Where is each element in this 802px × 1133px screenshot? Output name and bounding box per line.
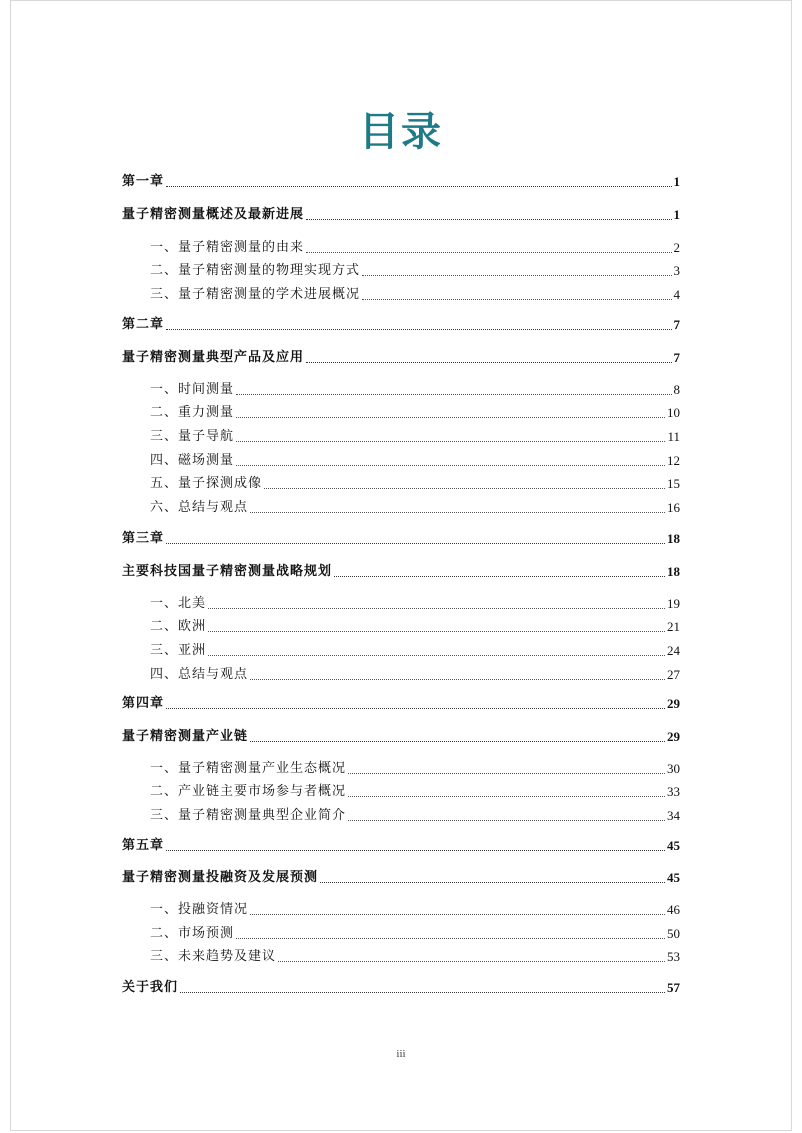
toc-entry-title: 量子精密测量投融资及发展预测 — [122, 870, 319, 885]
dot-leader — [306, 251, 671, 253]
dot-leader — [250, 740, 665, 742]
toc-section-entry[interactable] — [150, 613, 680, 635]
toc-entry-page-number: 18 — [667, 564, 680, 579]
dot-leader — [236, 440, 665, 442]
toc-entry-title: 六、总结与观点 — [150, 500, 249, 515]
toc-section-entry[interactable] — [150, 755, 680, 777]
toc-entry-title: 一、量子精密测量产业生态概况 — [150, 761, 347, 776]
toc-entry-title: 三、量子导航 — [150, 429, 235, 444]
dot-leader — [250, 678, 665, 680]
dot-leader — [348, 795, 665, 797]
toc-entry-title: 二、量子精密测量的物理实现方式 — [150, 263, 361, 278]
dot-leader — [320, 881, 665, 883]
page-number-footer: iii — [396, 1048, 406, 1060]
dot-leader — [208, 607, 665, 609]
toc-entry-title: 一、投融资情况 — [150, 902, 249, 917]
toc-entry-page-number: 27 — [667, 667, 680, 682]
toc-entry-title: 第一章 — [122, 174, 165, 189]
toc-section-entry[interactable] — [150, 802, 680, 824]
toc-entry-page-number: 2 — [673, 240, 680, 255]
toc-entry-page-number: 7 — [673, 317, 680, 332]
dot-leader — [362, 274, 671, 276]
dot-leader — [236, 393, 671, 395]
toc-entry-title: 量子精密测量概述及最新进展 — [122, 207, 305, 222]
toc-entry-page-number: 24 — [667, 643, 680, 658]
toc-entry-title: 四、总结与观点 — [150, 667, 249, 682]
toc-entry-page-number: 4 — [673, 287, 680, 302]
toc-section-entry[interactable] — [150, 778, 680, 800]
dot-leader — [208, 630, 665, 632]
toc-entry-page-number: 15 — [667, 476, 680, 491]
dot-leader — [348, 772, 665, 774]
toc-chapter-entry[interactable] — [122, 201, 680, 223]
dot-leader — [348, 819, 665, 821]
dot-leader — [236, 937, 665, 939]
toc-section-entry[interactable] — [150, 423, 680, 445]
toc-chapter-entry[interactable] — [122, 344, 680, 366]
toc-entry-page-number: 46 — [667, 902, 680, 917]
dot-leader — [166, 707, 665, 709]
dot-leader — [208, 654, 665, 656]
toc-section-entry[interactable] — [150, 376, 680, 398]
toc-entry-title: 五、量子探测成像 — [150, 476, 263, 491]
toc-entry-page-number: 29 — [667, 729, 680, 744]
toc-chapter-entry[interactable] — [122, 168, 680, 190]
toc-entry-page-number: 50 — [667, 926, 680, 941]
toc-entry-title: 一、量子精密测量的由来 — [150, 240, 305, 255]
toc-chapter-entry[interactable] — [122, 832, 680, 854]
toc-chapter-entry[interactable] — [122, 864, 680, 886]
toc-entry-title: 二、产业链主要市场参与者概况 — [150, 784, 347, 799]
toc-entry-title: 关于我们 — [122, 980, 179, 995]
toc-section-entry[interactable] — [150, 494, 680, 516]
toc-entry-title: 主要科技国量子精密测量战略规划 — [122, 564, 333, 579]
toc-entry-page-number: 45 — [667, 838, 680, 853]
toc-entry-title: 三、量子精密测量的学术进展概况 — [150, 287, 361, 302]
toc-entry-title: 三、未来趋势及建议 — [150, 949, 277, 964]
toc-section-entry[interactable] — [150, 920, 680, 942]
toc-entry-title: 第四章 — [122, 696, 165, 711]
toc-section-entry[interactable] — [150, 234, 680, 256]
toc-entry-title: 一、北美 — [150, 596, 207, 611]
toc-entry-page-number: 29 — [667, 696, 680, 711]
toc-entry-page-number: 30 — [667, 761, 680, 776]
toc-chapter-entry[interactable] — [122, 525, 680, 547]
dot-leader — [180, 991, 665, 993]
dot-leader — [362, 298, 671, 300]
toc-entry-page-number: 21 — [667, 619, 680, 634]
toc-entry-page-number: 18 — [667, 531, 680, 546]
toc-entry-page-number: 33 — [667, 784, 680, 799]
toc-section-entry[interactable] — [150, 470, 680, 492]
toc-section-entry[interactable] — [150, 637, 680, 659]
dot-leader — [166, 542, 665, 544]
toc-entry-page-number: 53 — [667, 949, 680, 964]
toc-entry-title: 第五章 — [122, 838, 165, 853]
toc-entry-title: 三、量子精密测量典型企业简介 — [150, 808, 347, 823]
dot-leader — [306, 361, 671, 363]
toc-entry-title: 三、亚洲 — [150, 643, 207, 658]
toc-entry-page-number: 7 — [673, 350, 680, 365]
dot-leader — [250, 511, 665, 513]
toc-entry-title: 四、磁场测量 — [150, 453, 235, 468]
toc-section-entry[interactable] — [150, 896, 680, 918]
toc-section-entry[interactable] — [150, 590, 680, 612]
dot-leader — [236, 464, 665, 466]
toc-entry-title: 第二章 — [122, 317, 165, 332]
dot-leader — [166, 185, 671, 187]
toc-section-entry[interactable] — [150, 943, 680, 965]
toc-chapter-entry[interactable] — [122, 974, 680, 996]
toc-entry-page-number: 12 — [667, 453, 680, 468]
toc-section-entry[interactable] — [150, 447, 680, 469]
toc-entry-title: 二、欧洲 — [150, 619, 207, 634]
toc-entry-page-number: 8 — [673, 382, 680, 397]
toc-chapter-entry[interactable] — [122, 723, 680, 745]
toc-entry-title: 二、市场预测 — [150, 926, 235, 941]
toc-entry-title: 第三章 — [122, 531, 165, 546]
dot-leader — [250, 913, 665, 915]
dot-leader — [306, 218, 671, 220]
dot-leader — [236, 416, 665, 418]
toc-chapter-entry[interactable] — [122, 558, 680, 580]
toc-section-entry[interactable] — [150, 281, 680, 303]
dot-leader — [334, 575, 665, 577]
toc-section-entry[interactable] — [150, 661, 680, 683]
toc-entry-page-number: 1 — [673, 174, 680, 189]
toc-section-entry[interactable] — [150, 399, 680, 421]
dot-leader — [166, 328, 671, 330]
toc-entry-page-number: 3 — [673, 263, 680, 278]
toc-chapter-entry[interactable] — [122, 311, 680, 333]
toc-chapter-entry[interactable] — [122, 690, 680, 712]
toc-entry-page-number: 34 — [667, 808, 680, 823]
toc-entry-title: 一、时间测量 — [150, 382, 235, 397]
toc-entry-page-number: 16 — [667, 500, 680, 515]
toc-entry-page-number: 45 — [667, 870, 680, 885]
toc-entry-page-number: 11 — [667, 429, 680, 444]
toc-entry-page-number: 57 — [667, 980, 680, 995]
toc-entry-page-number: 10 — [667, 405, 680, 420]
toc-entry-title: 量子精密测量产业链 — [122, 729, 249, 744]
toc-entry-page-number: 19 — [667, 596, 680, 611]
dot-leader — [166, 849, 665, 851]
dot-leader — [278, 960, 665, 962]
dot-leader — [264, 487, 665, 489]
toc-section-entry[interactable] — [150, 257, 680, 279]
toc-entry-page-number: 1 — [673, 207, 680, 222]
page-title: 目录 — [359, 109, 443, 155]
toc-entry-title: 量子精密测量典型产品及应用 — [122, 350, 305, 365]
toc-entry-title: 二、重力测量 — [150, 405, 235, 420]
